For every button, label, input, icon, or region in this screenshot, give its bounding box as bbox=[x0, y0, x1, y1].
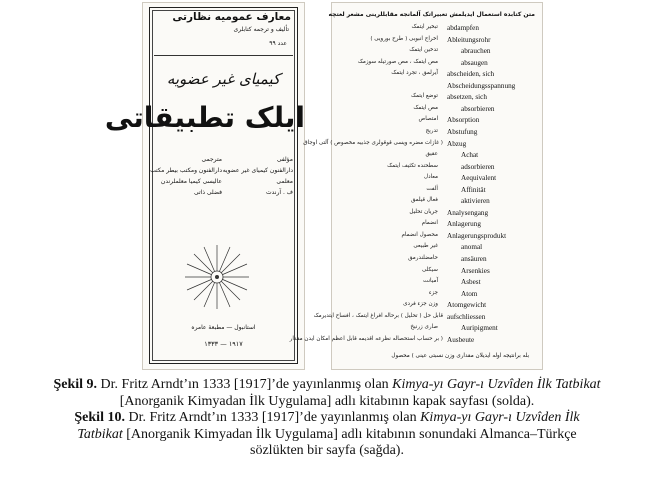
cover-credit-line: معلمی bbox=[276, 178, 293, 185]
dictionary-entry bbox=[331, 290, 543, 300]
dictionary-entry bbox=[331, 209, 543, 219]
entry-turkish: معادل bbox=[424, 174, 438, 181]
entry-turkish: سیکلی bbox=[422, 266, 438, 273]
entry-turkish: عقیق bbox=[425, 151, 438, 158]
entry-turkish: آمیانت bbox=[423, 278, 438, 285]
cover-credit-line: دارالفنون کیمیای غیر عضویه bbox=[222, 167, 293, 174]
dictionary-entry bbox=[331, 255, 543, 265]
dictionary-entry bbox=[331, 128, 543, 138]
caption-text: [Anorganik Kimyadan İlk Uygulama] adlı kitabının kapak sayfası (solda). bbox=[119, 393, 535, 409]
entry-german: Affinität bbox=[461, 185, 486, 194]
entry-turkish: تدخین ایتمک bbox=[409, 47, 438, 54]
entry-turkish: توضع ایتمک bbox=[411, 93, 438, 100]
dictionary-entry bbox=[331, 163, 543, 173]
entry-turkish: صاری زرنیخ bbox=[410, 324, 438, 331]
dictionary-entry bbox=[331, 24, 543, 34]
entry-turkish: غیر طبیعی bbox=[413, 243, 438, 250]
cover-credit-line: دارالفنون ومکتب بیطر مکتب bbox=[150, 167, 222, 174]
entry-turkish: حامضلندرمق bbox=[408, 255, 438, 261]
figure-caption bbox=[0, 377, 654, 460]
caption-line bbox=[0, 443, 654, 460]
caption-line bbox=[0, 377, 654, 394]
entry-german: absaugen bbox=[461, 58, 488, 67]
entry-german: Ableitungsrohr bbox=[447, 35, 491, 44]
cover-author-block bbox=[223, 154, 293, 198]
entry-turkish: جریان تحلیل bbox=[409, 208, 438, 215]
entry-turkish: تبخیر ایتمک bbox=[411, 24, 438, 30]
dictionary-entry bbox=[331, 151, 543, 161]
entry-german: adsorbieren bbox=[461, 162, 495, 171]
cover-credit-line: ف . آرندت bbox=[266, 189, 293, 196]
entry-turkish: آیرلمق ، تجرد ایتمک bbox=[391, 70, 438, 77]
entry-turkish: قابل حل ( تحلیل ) برحاله افراغ ایتمک ، افساح ایتدیرمک bbox=[313, 312, 443, 319]
dictionary-page-scan bbox=[289, 2, 543, 370]
fig10-label: Şekil 10. bbox=[74, 410, 125, 426]
entry-turkish: مص ایتمک bbox=[413, 104, 438, 111]
cover-credit-line: مؤلفی bbox=[276, 156, 293, 163]
dictionary-entry bbox=[331, 301, 543, 311]
entry-german: Anlagerungsprodukt bbox=[447, 231, 507, 240]
cover-translator-block bbox=[150, 154, 222, 198]
dictionary-entry bbox=[331, 267, 543, 277]
entry-turkish: وزن جزء فردی bbox=[403, 301, 438, 308]
dictionary-continuation: بله برانتیجه اوله ایدیلان مقداری وزن نسبتی عینی ) محصول bbox=[391, 353, 529, 359]
entry-german: Analysengang bbox=[447, 208, 489, 217]
entry-german: aktivieren bbox=[461, 197, 490, 206]
cover-title-big: ایلک تطبیقاتی bbox=[104, 101, 305, 134]
dictionary-entry bbox=[331, 93, 543, 103]
cover-publisher: استانبول — مطبعهٔ عامره bbox=[191, 324, 256, 331]
entry-german: Atomgewicht bbox=[447, 301, 487, 310]
dictionary-entry bbox=[331, 278, 543, 288]
entry-turkish: مص ایتمک ، مص صورتیله سوزمک bbox=[357, 58, 438, 65]
dictionary-entry bbox=[331, 70, 543, 80]
dictionary-entry bbox=[331, 174, 543, 184]
cover-rule bbox=[154, 55, 293, 56]
dictionary-entry bbox=[331, 232, 543, 242]
caption-line bbox=[0, 410, 654, 427]
dictionary-entry bbox=[331, 243, 543, 253]
entry-german: Abscheidungsspannung bbox=[447, 81, 516, 90]
entry-german: Abstufung bbox=[447, 127, 478, 136]
caption-text: sözlükten bir sayfa (sağda). bbox=[250, 443, 404, 459]
fig9-label: Şekil 9. bbox=[53, 377, 98, 392]
cover-credit-line: فضلی ذاتی bbox=[194, 189, 222, 196]
entry-german: Auripigment bbox=[461, 324, 498, 333]
entry-german: Atom bbox=[461, 289, 478, 298]
dictionary-entry bbox=[331, 186, 543, 196]
dictionary-entry bbox=[289, 335, 543, 346]
book-title: Kimya-yı Gayr-ı Uzvîden İlk Tatbikat bbox=[392, 377, 601, 392]
caption-text: [Anorganik Kimyadan İlk Uygulama] adlı kitabının sonundaki Almanca–Türkçe bbox=[126, 426, 577, 442]
entry-german: Absorption bbox=[447, 116, 480, 125]
entry-turkish: امتصاص bbox=[418, 116, 438, 123]
entry-german: abscheiden, sich bbox=[447, 70, 495, 79]
caption-text: Dr. Fritz Arndt’ın 1333 [1917]’de yayınlanmış olan bbox=[100, 377, 389, 392]
entry-turkish: ( غازات مضره ویسی قوقولری جذبیه مخصوص ) آلتی اوجاق bbox=[303, 139, 443, 146]
entry-turkish: سطحنده تکثیف ایتمک bbox=[387, 162, 438, 169]
entry-german: absorbieren bbox=[461, 104, 495, 113]
caption-text: Dr. Fritz Arndt’ın 1333 [1917]’de yayınlanmış olan bbox=[128, 410, 417, 426]
entry-turkish: ألفت bbox=[426, 185, 438, 192]
dictionary-entry bbox=[331, 220, 543, 230]
entry-turkish: اخراج انبوبی ( طرح بورویی ) bbox=[370, 35, 438, 42]
dictionary-entry bbox=[303, 139, 543, 150]
entry-german: Achat bbox=[461, 151, 479, 160]
cover-year: ۱۹۱۷ — ۱۳۳۳ bbox=[204, 340, 243, 348]
caption-line bbox=[0, 427, 654, 444]
dictionary-entry bbox=[331, 59, 543, 69]
entry-german: Abzug bbox=[447, 139, 467, 148]
cover-page-scan bbox=[104, 2, 305, 370]
entry-turkish: انضمام bbox=[421, 220, 438, 227]
dictionary-entry bbox=[331, 116, 543, 126]
dictionary-heading: متن کتابده استعمال ایدیلمش تعبیراتک آلمانجه مقابللرینی مشعر لغتچه bbox=[328, 11, 535, 18]
cover-number: عدد ۹۹ bbox=[269, 40, 287, 47]
entry-turkish: محصول انضمام bbox=[401, 231, 438, 238]
dictionary-entry bbox=[331, 82, 543, 92]
sunburst-ornament-icon bbox=[182, 242, 252, 312]
cover-credit-line: عالیسی کیمیا معلملرندن bbox=[160, 178, 222, 185]
entry-german: aufschliessen bbox=[447, 312, 486, 321]
entry-turkish: تدریج bbox=[425, 127, 438, 134]
entry-german: Anlagerung bbox=[447, 220, 481, 229]
entry-german: Ausbeute bbox=[447, 335, 475, 344]
entry-turkish: فعال قیلمق bbox=[410, 197, 438, 204]
caption-line bbox=[0, 394, 654, 411]
entry-german: Aequivalent bbox=[461, 174, 497, 183]
dictionary-entry bbox=[331, 105, 543, 115]
dictionary-entry bbox=[331, 36, 543, 46]
dictionary-entry bbox=[331, 47, 543, 57]
entry-german: Asbest bbox=[461, 278, 481, 287]
cover-series-subtitle: تألیف و ترجمه کتابلری bbox=[233, 26, 289, 33]
entry-turkish: ( بر حساب استحصاله نظرعه اقدیمه قابل اعظم امکان ایدن مقدار bbox=[289, 335, 443, 342]
cover-credit-line: مترجمی bbox=[201, 156, 222, 163]
dictionary-entry bbox=[331, 197, 543, 207]
entry-german: abdampfen bbox=[447, 24, 479, 32]
entry-german: Arsenkies bbox=[461, 266, 490, 275]
cover-title-small: کیمیای غیر عضویه bbox=[166, 70, 281, 88]
entry-german: absetzen, sich bbox=[447, 93, 487, 102]
entry-german: anomal bbox=[461, 243, 483, 252]
entry-turkish: جزء bbox=[428, 289, 438, 296]
dictionary-entry bbox=[331, 324, 543, 334]
book-title: Kimya-yı Gayr-ı Uzvîden İlk bbox=[420, 410, 580, 426]
entry-german: abrauchen bbox=[461, 47, 491, 56]
cover-series-title: معارف عمومیه نظارتی bbox=[172, 11, 291, 23]
entry-german: ansäuren bbox=[461, 255, 487, 263]
dictionary-entry bbox=[313, 312, 543, 323]
book-title: Tatbikat bbox=[77, 426, 123, 442]
